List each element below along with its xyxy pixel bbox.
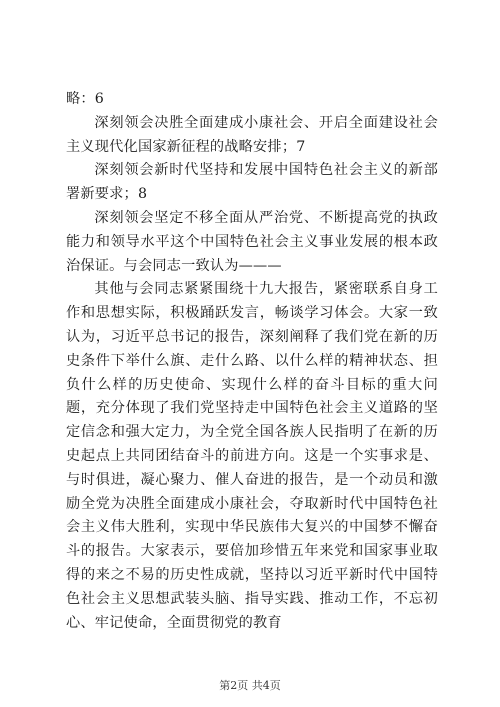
paragraph-party-governance: 深刻领会坚定不移全面从严治党、不断提高党的执政能力和领导水平这个中国特色社会主义事业发展的根本政治保证。与会同志一致认为——— xyxy=(66,209,438,274)
paragraph-discussion: 其他与会同志紧紧围绕十九大报告，紧密联系自身工作和思想实际，积极踊跃发言，畅谈学习体会。大家一致认为，习近平总书记的报告，深刻阐释了我们党在新的历史条件下举什么旗、走什么路、以什么样的精神状态、担负什么样的历史使命、实现什么样的奋斗目标的重大问题，充分体现了我们党坚持走中国特色社会主义道路的坚定信念和强大定力，为全党全国各族人民指明了在新的历史起点上共同团结奋斗的前进方向。这是一个实事求是、与时俱进，凝心聚力、催人奋进的报告，是一个动员和激励全党为决胜全面建成小康社会，夺取新时代中国特色社会主义伟大胜利，实现中华民族伟大复兴的中国梦不懈奋斗的报告。大家表示，要倍加珍惜五年来党和国家事业取得的来之不易的历史性成就，坚持以习近平新时代中国特色社会主义思想武装头脑、指导实践、推动工作，不忘初心、牢记使命，全面贯彻党的教育 xyxy=(66,281,438,631)
document-body xyxy=(66,88,438,635)
page-number-footer: 第2页 共4页 xyxy=(219,679,281,692)
paragraph-strategy-tail: 略：6 xyxy=(66,91,105,107)
paragraph-strategy-arrangement: 深刻领会决胜全面建成小康社会、开启全面建设社会主义现代化国家新征程的战略安排；7 xyxy=(66,114,438,155)
paragraph-new-requirements: 深刻领会新时代坚持和发展中国特色社会主义的新部署新要求；8 xyxy=(66,162,438,203)
